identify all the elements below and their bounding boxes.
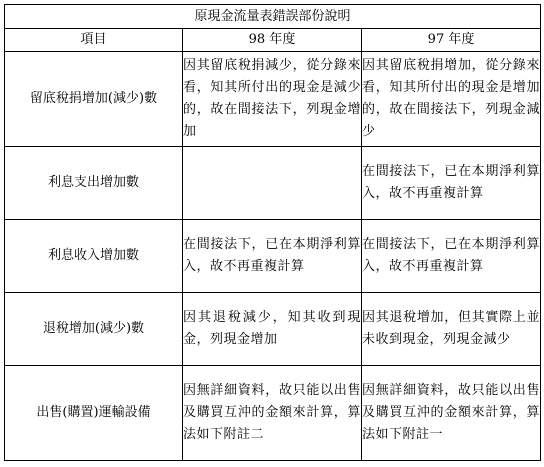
title-row	[5, 5, 541, 29]
row-98-note: 因其退稅減少，知其收到現金，列現金增加	[183, 293, 362, 366]
table-row	[5, 147, 541, 220]
table-title: 原現金流量表錯誤部份說明	[5, 5, 541, 29]
table-row	[5, 366, 541, 461]
row-98-note	[183, 147, 362, 220]
row-98-note: 在間接法下，已在本期淨利算入，故不再重複計算	[183, 220, 362, 293]
row-97-note: 在間接法下，已在本期淨利算入，故不再重複計算	[362, 220, 541, 293]
row-item-label: 出售(購置)運輸設備	[5, 366, 183, 461]
row-97-note: 因其退稅增加，但其實際上並未收到現金，列現金減少	[362, 293, 541, 366]
table-row	[5, 220, 541, 293]
header-row	[5, 29, 541, 52]
header-year-98: 98 年度	[183, 29, 362, 52]
row-97-note: 因無詳細資料，故只能以出售及購買互沖的金額來計算，算法如下附註一	[362, 366, 541, 461]
table-row	[5, 52, 541, 147]
row-item-label: 退稅增加(減少)數	[5, 293, 183, 366]
row-97-note: 因其留底稅捐增加，從分錄來看，知其所付出的現金是增加的，故在間接法下，列現金減少	[362, 52, 541, 147]
header-item: 項目	[5, 29, 183, 52]
row-item-label: 留底稅捐增加(減少)數	[5, 52, 183, 147]
row-item-label: 利息收入增加數	[5, 220, 183, 293]
row-98-note: 因其留底稅捐減少，從分錄來看，知其所付出的現金是減少的，故在間接法下，列現金增加	[183, 52, 362, 147]
error-explanation-table	[4, 4, 541, 461]
table-row	[5, 293, 541, 366]
row-98-note: 因無詳細資料，故只能以出售及購買互沖的金額來計算，算法如下附註二	[183, 366, 362, 461]
row-97-note: 在間接法下，已在本期淨利算入，故不再重複計算	[362, 147, 541, 220]
row-item-label: 利息支出增加數	[5, 147, 183, 220]
header-year-97: 97 年度	[362, 29, 541, 52]
